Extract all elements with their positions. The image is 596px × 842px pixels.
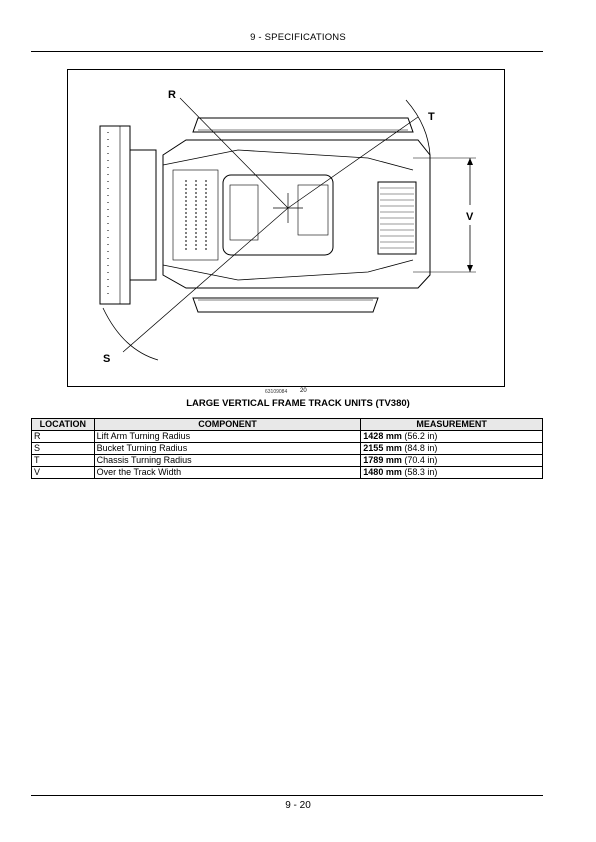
location-cell: T bbox=[32, 455, 95, 467]
measurement-cell bbox=[361, 455, 543, 467]
lower-lift-arm bbox=[163, 260, 413, 280]
figure-number: 20 bbox=[300, 388, 307, 394]
radius-line-t bbox=[288, 117, 418, 208]
imperial-value: (56.2 in) bbox=[404, 431, 438, 441]
location-header: LOCATION bbox=[32, 419, 95, 431]
figure-caption: LARGE VERTICAL FRAME TRACK UNITS (TV380) bbox=[186, 398, 410, 409]
component-header: COMPONENT bbox=[94, 419, 361, 431]
component-cell: Lift Arm Turning Radius bbox=[94, 431, 361, 443]
imperial-value: (58.3 in) bbox=[404, 467, 438, 477]
bucket-mount bbox=[130, 150, 156, 280]
table-row bbox=[32, 431, 543, 443]
table-row bbox=[32, 467, 543, 479]
table-row bbox=[32, 455, 543, 467]
imperial-value: (84.8 in) bbox=[404, 443, 438, 453]
measurement-cell bbox=[361, 431, 543, 443]
component-cell: Over the Track Width bbox=[94, 467, 361, 479]
metric-value: 1789 mm bbox=[363, 455, 402, 465]
location-cell: S bbox=[32, 443, 95, 455]
bucket-arc bbox=[103, 308, 158, 360]
component-cell: Chassis Turning Radius bbox=[94, 455, 361, 467]
footer-divider bbox=[31, 795, 543, 796]
page-header-title: 9 - SPECIFICATIONS bbox=[250, 32, 346, 43]
specifications-table bbox=[31, 418, 543, 479]
measurement-cell bbox=[361, 467, 543, 479]
operator-cab bbox=[223, 175, 333, 255]
page-number: 9 - 20 bbox=[285, 800, 311, 811]
table-row bbox=[32, 443, 543, 455]
label-v: V bbox=[466, 211, 474, 223]
metric-value: 1428 mm bbox=[363, 431, 402, 441]
table-header-row bbox=[32, 419, 543, 431]
measurement-cell bbox=[361, 443, 543, 455]
location-cell: R bbox=[32, 431, 95, 443]
metric-value: 1480 mm bbox=[363, 467, 402, 477]
figure-frame bbox=[67, 69, 505, 387]
label-s: S bbox=[103, 353, 111, 365]
component-cell: Bucket Turning Radius bbox=[94, 443, 361, 455]
label-t: T bbox=[428, 111, 435, 123]
label-r: R bbox=[168, 89, 176, 101]
figure-reference-code: 63109084 bbox=[265, 389, 288, 395]
metric-value: 2155 mm bbox=[363, 443, 402, 453]
imperial-value: (70.4 in) bbox=[404, 455, 438, 465]
upper-lift-arm bbox=[163, 150, 413, 170]
chassis-arc bbox=[406, 100, 430, 155]
radius-line-r bbox=[180, 98, 288, 208]
bucket-outline bbox=[100, 126, 130, 304]
location-cell: V bbox=[32, 467, 95, 479]
measurement-header: MEASUREMENT bbox=[361, 419, 543, 431]
header-divider bbox=[31, 51, 543, 52]
machine-top-view-diagram bbox=[68, 70, 506, 388]
